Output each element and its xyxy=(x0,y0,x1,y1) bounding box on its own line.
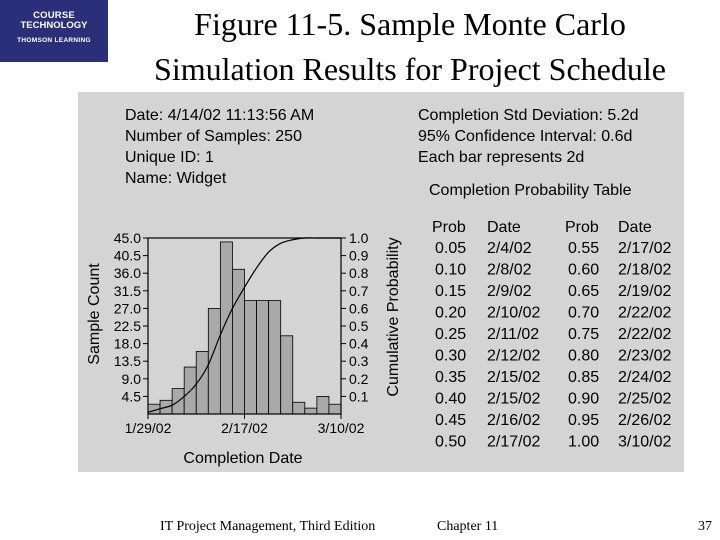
table-cell: 2/16/02 xyxy=(487,412,541,429)
histogram-bar xyxy=(281,336,293,414)
info-samples: Number of Samples: 250 xyxy=(125,128,302,145)
info-std-deviation: Completion Std Deviation: 5.2d xyxy=(418,107,639,124)
table-row xyxy=(435,283,671,300)
y-tick-label: 27.0 xyxy=(113,300,141,317)
histogram-bar xyxy=(257,301,269,414)
x-tick-label: 1/29/02 xyxy=(124,420,172,436)
table-cell: 2/19/02 xyxy=(618,283,672,300)
table-cell: 0.15 xyxy=(435,283,467,300)
table-cell: 0.35 xyxy=(435,369,467,386)
table-header-cell: Prob xyxy=(565,219,599,236)
table-cell: 0.60 xyxy=(568,261,600,279)
y-tick-label: 18.0 xyxy=(113,335,141,352)
probability-table-title: Completion Probability Table xyxy=(429,182,632,199)
y-tick-label: 9.0 xyxy=(121,370,141,387)
logo-line-3: THOMSON LEARNING xyxy=(17,37,91,44)
y2-tick-label: 0.5 xyxy=(349,318,369,334)
y2-tick-label: 0.9 xyxy=(349,247,369,264)
info-confidence-interval: 95% Confidence Interval: 0.6d xyxy=(418,128,633,145)
simulation-panel xyxy=(78,92,684,472)
table-row xyxy=(435,348,671,365)
table-cell: 2/24/02 xyxy=(618,369,672,386)
info-bar-size: Each bar represents 2d xyxy=(418,149,585,166)
table-cell: 0.55 xyxy=(568,240,600,257)
table-cell: 0.80 xyxy=(568,347,600,365)
x-axis-label: Completion Date xyxy=(183,450,303,467)
table-row xyxy=(435,412,671,429)
table-cell: 0.65 xyxy=(568,283,600,300)
y2-tick-label: 0.4 xyxy=(349,335,369,352)
table-cell: 2/23/02 xyxy=(618,347,672,365)
y2-tick-label: 0.3 xyxy=(349,353,369,370)
y-tick-label: 40.5 xyxy=(113,247,141,264)
table-cell: 0.95 xyxy=(568,412,600,429)
table-cell: 0.20 xyxy=(435,304,467,322)
probability-table xyxy=(432,219,671,451)
table-cell: 0.05 xyxy=(435,240,467,257)
y-axis-label: Sample Count xyxy=(86,263,103,365)
y-tick-label: 45.0 xyxy=(113,230,141,246)
y2-tick-label: 0.7 xyxy=(349,282,369,299)
table-header-cell: Date xyxy=(618,219,652,236)
logo-line-2: TECHNOLOGY xyxy=(20,20,88,31)
table-cell: 2/18/02 xyxy=(618,261,672,279)
table-cell: 0.90 xyxy=(568,390,600,408)
table-cell: 3/10/02 xyxy=(618,433,672,451)
y-axis-ticks xyxy=(114,230,148,404)
table-cell: 0.50 xyxy=(435,433,467,451)
histogram-bar xyxy=(269,301,281,414)
info-date: Date: 4/14/02 11:13:56 AM xyxy=(125,107,315,124)
footer-book-title: IT Project Management, Third Edition xyxy=(160,519,376,534)
y-tick-label: 4.5 xyxy=(121,388,141,405)
histogram-bar xyxy=(245,301,257,414)
footer-chapter: Chapter 11 xyxy=(437,519,499,534)
slide-title-line-2: Simulation Results for Project Schedule xyxy=(154,51,666,87)
y-tick-label: 22.5 xyxy=(113,318,141,334)
simulation-figure xyxy=(78,92,684,472)
histogram-bar xyxy=(305,408,317,414)
table-cell: 2/17/02 xyxy=(487,433,541,451)
table-cell: 0.75 xyxy=(568,326,600,343)
y2-tick-label: 1.0 xyxy=(349,230,369,246)
table-row xyxy=(435,434,671,451)
table-cell: 2/9/02 xyxy=(487,283,532,300)
logo-line-1: COURSE xyxy=(33,10,75,21)
x-tick-label: 2/17/02 xyxy=(221,420,268,436)
histogram-bar xyxy=(317,396,329,414)
table-cell: 0.10 xyxy=(435,261,467,279)
y2-tick-label: 0.8 xyxy=(349,265,369,282)
y2-tick-label: 0.1 xyxy=(349,388,369,405)
table-cell: 2/15/02 xyxy=(487,390,541,408)
histogram-bars xyxy=(148,242,341,414)
table-cell: 2/11/02 xyxy=(487,326,540,343)
y2-tick-label: 0.2 xyxy=(349,370,369,387)
publisher-logo xyxy=(0,0,108,62)
histogram-bar xyxy=(196,351,208,414)
table-cell: 2/4/02 xyxy=(487,240,532,257)
table-cell: 2/15/02 xyxy=(487,369,541,386)
table-cell: 0.25 xyxy=(435,326,467,343)
y2-tick-label: 0.6 xyxy=(349,300,369,317)
histogram-bar xyxy=(220,242,232,414)
x-tick-label: 3/10/02 xyxy=(317,420,365,436)
y-tick-label: 31.5 xyxy=(113,282,141,299)
table-cell: 2/8/02 xyxy=(487,261,532,279)
table-cell: 2/22/02 xyxy=(618,304,672,322)
table-row xyxy=(435,326,671,343)
histogram-chart xyxy=(86,230,402,467)
histogram-bar xyxy=(329,404,341,414)
table-row xyxy=(435,305,671,322)
table-cell: 2/26/02 xyxy=(618,412,672,429)
y2-axis-ticks xyxy=(341,230,369,404)
table-cell: 2/10/02 xyxy=(487,304,541,322)
table-row xyxy=(435,369,671,386)
y-tick-label: 13.5 xyxy=(113,353,141,370)
table-header-cell: Date xyxy=(487,219,521,236)
table-header-cell: Prob xyxy=(432,219,466,236)
info-name: Name: Widget xyxy=(125,170,227,187)
table-cell: 1.00 xyxy=(568,433,600,451)
table-cell: 0.40 xyxy=(435,390,467,408)
table-row xyxy=(435,391,671,408)
histogram-bar xyxy=(293,402,305,414)
slide-title-line-1: Figure 11-5. Sample Monte Carlo xyxy=(194,6,626,42)
y2-axis-label: Cumulative Probability xyxy=(385,237,402,397)
table-cell: 0.45 xyxy=(435,412,467,429)
table-row xyxy=(435,240,671,257)
table-cell: 0.30 xyxy=(435,347,467,365)
y-tick-label: 36.0 xyxy=(113,265,141,282)
table-row xyxy=(435,262,671,279)
info-unique-id: Unique ID: 1 xyxy=(125,149,214,166)
table-cell: 0.85 xyxy=(568,369,600,386)
x-axis-ticks xyxy=(125,414,365,436)
footer-page-number: 37 xyxy=(698,519,712,534)
table-cell: 2/25/02 xyxy=(618,390,672,408)
table-cell: 2/22/02 xyxy=(618,326,672,343)
table-cell: 2/17/02 xyxy=(618,240,672,257)
table-cell: 2/12/02 xyxy=(487,347,541,365)
table-cell: 0.70 xyxy=(568,304,600,322)
